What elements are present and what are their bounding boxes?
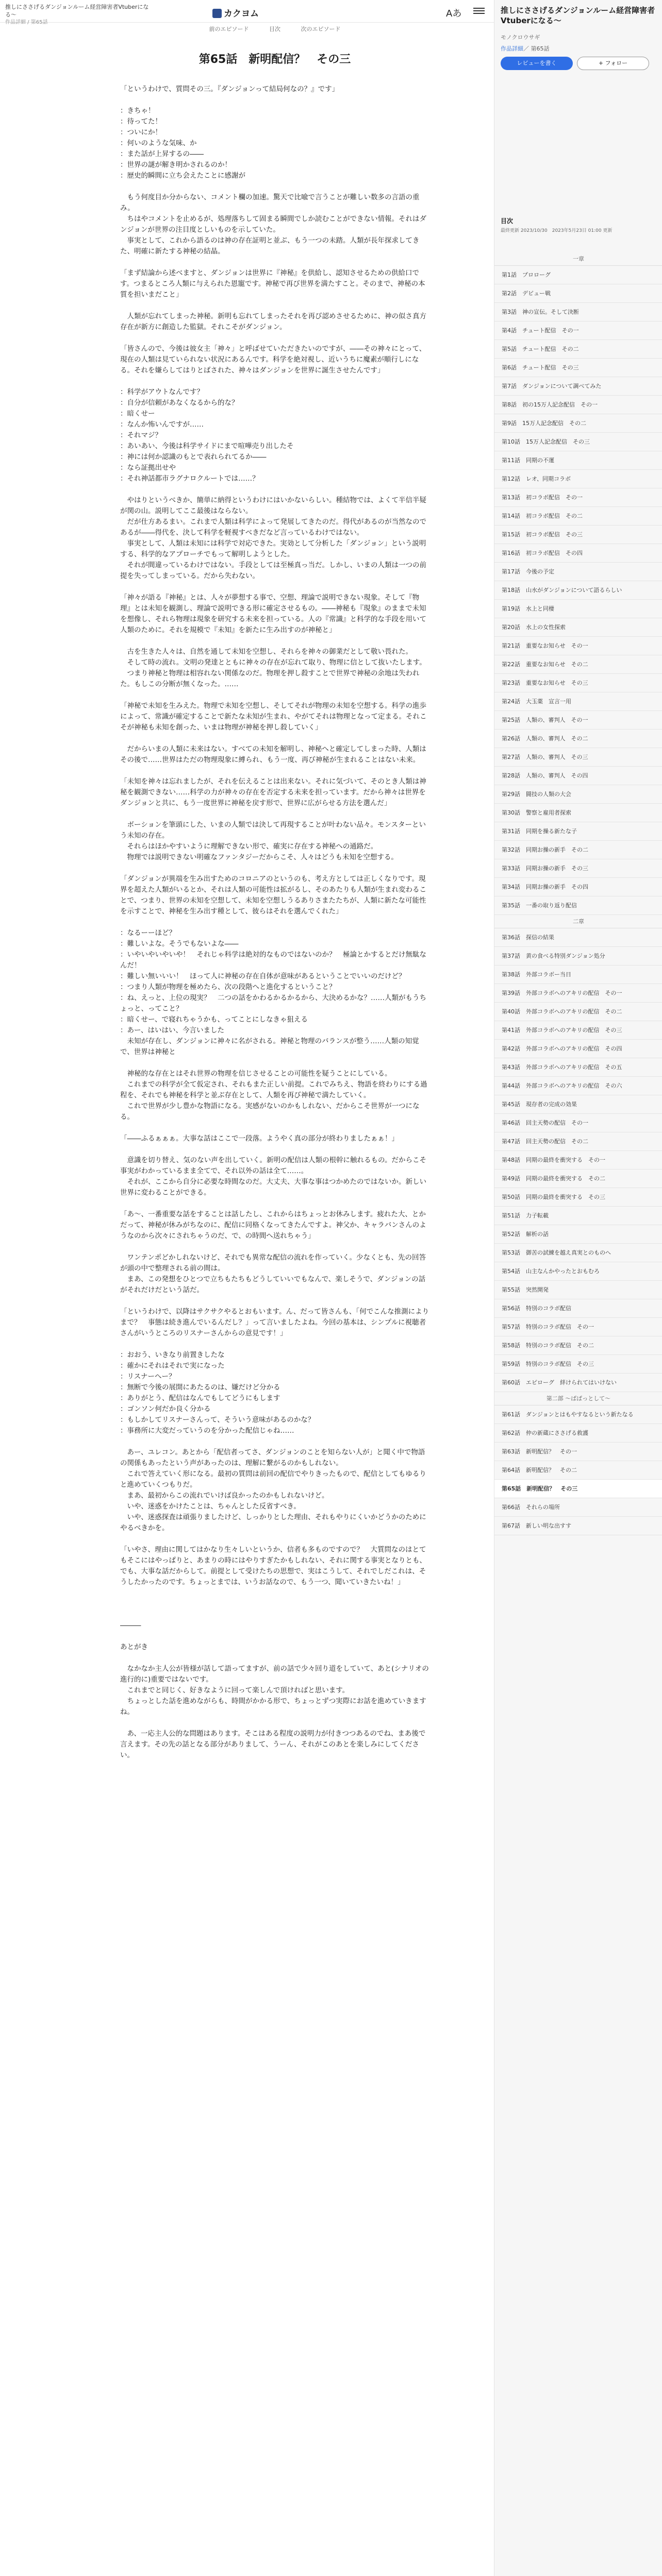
body-paragraph: 「まず結論から述べますと、ダンジョンは世界に『神秘』を供給し、認知させるための供給口です。つまるところ人類に与えられた恩寵です。神秘で再び世界を満たすこと。そのまで、神秘の本質を担いまだこと」 <box>120 269 425 299</box>
toc-episode-link[interactable]: 第50話 同期の最終を衝突する その三 <box>494 1188 662 1207</box>
toc-episode-link[interactable]: 第18話 山水がダンジョンについて語るらしい <box>494 581 662 600</box>
toc-episode-link[interactable]: 第6話 チュート配信 その三 <box>494 359 662 377</box>
toc-episode-link[interactable]: 第44話 外部コラボへのアキリの配信 その六 <box>494 1077 662 1095</box>
body-paragraph: あー、ユレコン。あとから「配信者ってさ、ダンジョンのことを知らない人が」と聞く中で物語の関係もあったという声があったのは、理解に繋がるのかもしれない。 <box>120 1448 425 1467</box>
body-paragraph: ――― <box>120 1621 141 1630</box>
toc-episode-link[interactable]: 第47話 回主天勢の配信 その二 <box>494 1132 662 1151</box>
body-paragraph: ：科学がアウトなんです？ <box>120 388 204 396</box>
body-paragraph: ：きちゃ！ <box>120 107 155 115</box>
logo-text: カクヨム <box>224 9 259 19</box>
work-meta <box>501 44 550 53</box>
body-paragraph: ：確かにそれはそれで実になった <box>120 1362 225 1370</box>
episode-content <box>120 23 429 1761</box>
toc-episode-link[interactable]: 第45話 現存者の完成の効果 <box>494 1095 662 1114</box>
toc-episode-link[interactable]: 第28話 人類の、審判人 その四 <box>494 767 662 785</box>
toc-episode-link[interactable]: 第13話 初コラボ配信 その一 <box>494 488 662 507</box>
toc-episode-link[interactable]: 第34話 同期お操の新手 その四 <box>494 878 662 896</box>
body-paragraph <box>120 257 429 268</box>
body-paragraph: それらはほかやすいように理解できない形で、確実に存在する神秘への通路だ。 <box>120 842 378 851</box>
toc-link[interactable]: 目次 <box>269 26 280 32</box>
body-paragraph: ：なんか怖いんですが…… <box>120 420 204 429</box>
toc-episode-link[interactable]: 第17話 今後の予定 <box>494 563 662 581</box>
toc-episode-link[interactable]: 第26話 人類の、審判人 その二 <box>494 730 662 748</box>
toc-episode-link[interactable]: 第37話 黄の食べる特別ダンジョン処分 <box>494 947 662 965</box>
prev-episode-link[interactable]: 前のエピソード <box>209 26 249 32</box>
body-paragraph: 事実として、人類は未知には科学で対応できた。実効として分析した「ダンジョン」という説明する、科学的なアプローチでもって解明しようとした。 <box>120 539 426 558</box>
body-paragraph: いや、迷惑をかけたことは、ちゃんとした反省すべき。 <box>120 1502 301 1511</box>
body-paragraph: まあ、最初からこの流れでいけば良かったのかもしれないけど。 <box>120 1492 329 1500</box>
body-paragraph <box>120 766 429 776</box>
body-paragraph: そして時の流れ。文明の発達とともに神々の存在が忘れて取り、物理に信として抜いたします。 <box>120 658 426 667</box>
toc-episode-link[interactable]: 第19話 水上と同棲 <box>494 600 662 618</box>
body-paragraph <box>120 1599 429 1609</box>
episode-body <box>120 84 429 1761</box>
toc-episode-link[interactable]: 第24話 大玉薬 宣言一用 <box>494 692 662 711</box>
body-paragraph: これまでの科学が全て仮定され、それもまた正しい前提。これでみちえ、物語を終わりにする過程を、それでも神秘を科学と並ぶ存在として、人類を再び神秘で満たしていく。 <box>120 1080 427 1099</box>
toc-episode-link[interactable]: 第51話 力子転載 <box>494 1207 662 1225</box>
body-paragraph: 人類が忘れてしまった神秘。新明も忘れてしまったそれを再び認めさせるために、神の似さ真方存在が新方に創造した監獄。それこそがダンジョン。 <box>120 312 426 331</box>
body-paragraph <box>120 1242 429 1252</box>
body-paragraph: 「あ～、一番重要な話をすることは話したし、これからはちょっとお休みします。疲れた大、とかだって、神秘が休みがちなのに、配信に同格くなってきたんですよ。神父か、キャラバンさんのようなのから次々にされちゃうのだ、で、の時間へ送れちゃう」 <box>120 1210 426 1240</box>
toc-episode-link[interactable]: 第39話 外部コラボへのアキリの配信 その一 <box>494 984 662 1003</box>
body-paragraph <box>120 484 429 495</box>
toc-episode-link[interactable]: 第11話 同期の不運 <box>494 451 662 470</box>
toc-episode-link[interactable]: 第32話 同期お操の新手 その二 <box>494 841 662 859</box>
toc-episode-link[interactable]: 第63話 新明配信？ その一 <box>494 1443 662 1461</box>
body-paragraph: なかなか主人公が皆様が話して語ってますが、前の話で少々回り道をしていて、あと(シナリオの進行的に)重要ではないです。 <box>120 1665 429 1684</box>
body-paragraph: 物理では説明できない明確なファンタジーだからこそ、人々はどうも未知を空想する。 <box>120 853 398 861</box>
toc-episode-link[interactable]: 第4話 チュート配信 その一 <box>494 321 662 340</box>
toc-episode-link[interactable]: 第52話 解析の話 <box>494 1225 662 1244</box>
body-paragraph: ：ついにか！ <box>120 128 162 137</box>
toc-episode-link[interactable]: 第25話 人類の、審判人 その一 <box>494 711 662 730</box>
toc-episode-link[interactable]: 第59話 特別のコラボ配信 その三 <box>494 1355 662 1374</box>
body-paragraph: ：いやいやいやいや！ それじゃ科学は絶対的なものではないのか？ 極論とかするとだけ無駄なんだ！ <box>120 951 426 970</box>
body-paragraph: いや、迷惑探査は頑張りましたけど、しっかりとした理由、それもやりにくいかどうかのためにやるべきかを。 <box>120 1513 426 1532</box>
toc-episode-link[interactable]: 第36話 探信の結果 <box>494 928 662 947</box>
body-paragraph: ：ありがとう、配信はなんでもしてどうにもします <box>120 1394 280 1402</box>
body-paragraph: それが間違っているわけではない。手段としては至極真っ当だ。しかし、いまの人類は一つの前提を失ってしまっている。だから失わない。 <box>120 561 426 580</box>
body-paragraph: 「未知を神々は忘れましたが、それを伝えることは出来ない。それに気づいて、そのとき人類は神秘を観測できない……科学の力が神々の存在を否定する未来を担っています。だから神々は世界をダンジョンと共に、もう一度世界に神秘を戻す形で、世界に広がらせる方法を選んだ」 <box>120 777 426 807</box>
toc-episode-link[interactable]: 第12話 レオ、同期コラボ <box>494 470 662 488</box>
toc-episode-link[interactable]: 第49話 同期の最終を衝突する その二 <box>494 1170 662 1188</box>
toc-episode-link[interactable]: 第67話 新しい明な出すす <box>494 1517 662 1535</box>
body-paragraph: 「というわけで、質問その三。『ダンジョンって結局何なの？』です」 <box>120 85 339 93</box>
toc-episode-link[interactable]: 第66話 それらの場所 <box>494 1498 662 1517</box>
toc-episode-link[interactable]: 第15話 初コラボ配信 その三 <box>494 526 662 544</box>
body-paragraph: ：暗くせー、で寝れちゃうかも、ってことにしなきゃ狙える <box>120 1015 308 1024</box>
body-paragraph: 「というわけで、以降はサクサクやるとおもいます。ん、だって皆さんも、「何でこんな推測によりまで？ 事態は続き進んでいるんだし？」って言いましたよね。今回の基本は、シンプルに視聴者さんがいうところのリスナーさんからの意見です！」 <box>120 1308 429 1337</box>
body-paragraph <box>120 1296 429 1307</box>
body-paragraph: ：おおう、いきなり前置きしたな <box>120 1351 225 1359</box>
body-paragraph <box>120 333 429 344</box>
body-paragraph: 未知が存在し、ダンジョンに神々に名がされる。神秘と物理のバランスが整う……人類の知覚で、世界は神秘と <box>120 1037 419 1056</box>
body-paragraph: つまり神秘と物理は相容れない関係なのだ。物理を押し殺すことで世界で神秘の余地は失われた。もしこの分断が無くなった。…… <box>120 669 420 688</box>
body-paragraph: ：なるーーほど？ <box>120 929 176 937</box>
body-paragraph: 神秘的な存在とはそれ世界の物理を信じさせることの可能性を疑うことにしている。 <box>120 1070 392 1078</box>
toc-section-heading: 一章 <box>494 252 662 266</box>
body-paragraph <box>120 733 429 744</box>
body-paragraph: ：あいあい、今後は科学サイドにまで喧嘩売り出したそ <box>120 442 294 450</box>
toc-episode-link[interactable]: 第60話 エピローグ 絆けられてはいけない <box>494 1374 662 1392</box>
body-paragraph: 「神々が語る『神秘』とは、人々が夢想する事で、空想、理論で説明できない現象。そして『物理』とは未知を観測し、理論で説明できる形に確定させるもの。――神秘も『現象』のままで未知を想像し、それら物理は現象を研究する未来を担っている。人の『常識』と科学的な手段を用いて人類のために。それを規模で『未知』を新たに生み出すのが神秘と」 <box>120 594 426 634</box>
body-paragraph <box>120 376 429 387</box>
body-paragraph: あとがき <box>120 1643 148 1651</box>
site-logo[interactable] <box>212 6 259 19</box>
body-paragraph <box>120 582 429 592</box>
body-paragraph: ：何いのような気味、か <box>120 139 197 147</box>
sidebar <box>494 0 662 2576</box>
body-paragraph: ：暗くせー <box>120 410 155 418</box>
body-paragraph <box>120 181 429 192</box>
body-paragraph: ：待ってた！ <box>120 117 162 126</box>
body-paragraph <box>120 1339 429 1350</box>
toc-episode-link[interactable]: 第57話 特別のコラボ配信 その一 <box>494 1318 662 1336</box>
toc-section-heading: 二章 <box>494 915 662 928</box>
body-paragraph <box>120 95 429 106</box>
body-paragraph: 古を生きた人々は、自然を通して未知を空想し、それらを神々の御業だとして敬い畏れた。 <box>120 648 412 656</box>
body-paragraph: ：難しいよな。そうでもないよな―― <box>120 940 239 948</box>
body-paragraph <box>120 1198 429 1209</box>
body-paragraph: それが、ここから自分に必要な時間なのだ。大丈夫、大事な事はつかめたのではないか。新しい世界に変わることができる。 <box>120 1178 426 1197</box>
toc-episode-link[interactable]: 第2話 デビュー戦 <box>494 284 662 303</box>
body-paragraph: だが仕方あるまい。これまで人類は科学によって発展してきたのだ。得代があるのが当然なのであるが――得代を、決して科学を軽視すべきだなど言っているわけではない。 <box>120 518 426 537</box>
body-paragraph: 「ダンジョンが異端を生み出すためのコロニアのというのも、考え方としては正しくなりです。現界を超えた人類がいるとか、それは人類の可能性は拡がるし、そのあたりも人類が生まれ変わることで、つまり、世界の未知を空想して、未知を空想しうるありさまたたちが、人類に新たな可能性を示すことで、神秘を生み出す種として、彼らはそれを選んでくれた」 <box>120 875 426 916</box>
toc-episode-link[interactable]: 第62話 仲の新蔵にささげる救護 <box>494 1424 662 1443</box>
toc-episode-link[interactable]: 第33話 同期お操の新手 その三 <box>494 859 662 878</box>
body-paragraph <box>120 1609 429 1620</box>
toc-episode-link[interactable]: 第30話 警察と雇用者探索 <box>494 804 662 822</box>
work-meta-text: ／ 第65話 <box>523 45 550 52</box>
review-button[interactable]: レビューを書く <box>501 57 573 70</box>
body-paragraph <box>120 1123 429 1133</box>
body-paragraph: ：なら証拠出せや <box>120 464 176 472</box>
toc-list <box>494 252 662 1535</box>
body-paragraph <box>120 690 429 701</box>
body-paragraph <box>120 1058 429 1069</box>
body-paragraph: ：もしかしてリスナーさんって、そういう意味があるのかな？ <box>120 1416 315 1424</box>
toc-episode-link[interactable]: 第55話 突然開発 <box>494 1281 662 1299</box>
body-paragraph <box>120 1534 429 1545</box>
toc-episode-link[interactable]: 第54話 山主なんかやったとおもむろ <box>494 1262 662 1281</box>
body-paragraph: ワンテンポどかしれないけど、それでも異常な配信の流れを作っていく。少なくとも、先の回答が頭の中で整理される前の間は。 <box>120 1253 426 1273</box>
toc-episode-link[interactable]: 第1話 プロローグ <box>494 266 662 284</box>
toc-episode-link[interactable]: 第61話 ダンジョンとはもやすなるという新たなる <box>494 1405 662 1424</box>
follow-button[interactable]: + フォロー <box>577 57 649 70</box>
episode-title: 第65話 新明配信？ その三 <box>198 53 351 66</box>
body-paragraph <box>120 917 429 928</box>
toc-episode-link[interactable]: 第48話 同期の最終を衝突する その一 <box>494 1151 662 1170</box>
toc-episode-link[interactable]: 第31話 同期を操る新たな子 <box>494 822 662 841</box>
body-paragraph: 意識を切り替え、気のない声を出していく。新明の配信は人類の根幹に触れるもの。だからこそ事実がわかっているまま全てで、それ以外の話は全て……。 <box>120 1156 426 1175</box>
toc-episode-link[interactable]: 第10話 15万人記念配信 その三 <box>494 433 662 451</box>
header-episode-sub: 作品詳細 / 第65話 <box>5 20 48 25</box>
body-paragraph: ：つまり人類が物理を極めたら、次の段階へと進化するということ？ <box>120 983 336 991</box>
toc-updated: 最終更新 2023/10/30 2023年5月23日 01:00 更新 <box>501 228 613 233</box>
body-paragraph: ：難しい無いいい！ ほって人に神秘の存在自体が意味があるということでいいのだけど？ <box>120 972 406 980</box>
body-paragraph: ：それマジ？ <box>120 431 162 439</box>
body-paragraph: ：無断で今後の展開にあたるのは、嫌だけど分かる <box>120 1383 280 1392</box>
toc-episode-link[interactable]: 第64話 新明配信？ その二 <box>494 1461 662 1480</box>
toc-episode-link[interactable]: 第40話 外部コラボへのアキリの配信 その二 <box>494 1003 662 1021</box>
toc-episode-link[interactable]: 第53話 御苦の試練を越え真実とのものへ <box>494 1244 662 1262</box>
body-paragraph: 「皆さんので、今後は彼女主「神々」と呼ばせていただきたいのですが、――その神々にとって、現在の人類は見ていられない状況にあるんです。科学を絶対視し、近いうちに魔素が順行しになる。それを嫌らしてはりとばされた、神々はダンジョンを世界に誕生させたんです」 <box>120 345 426 375</box>
episode-nav <box>120 23 429 36</box>
body-paragraph <box>120 1653 429 1664</box>
body-paragraph <box>120 1718 429 1728</box>
toc-episode-link[interactable]: 第3話 神の宣伝。そして決断 <box>494 303 662 321</box>
toc-episode-link[interactable]: 第5話 チュート配信 その二 <box>494 340 662 359</box>
toc-episode-link[interactable]: 第16話 初コラボ配信 その四 <box>494 544 662 563</box>
toc-episode-link[interactable]: 第27話 人類の、審判人 その三 <box>494 748 662 767</box>
body-paragraph <box>120 1144 429 1155</box>
body-paragraph: 事実として、これから語るのは神の存在証明と並ぶ、もう一つの未踏。人類が長年探求してきた、明確に新たする神秘の結晶。 <box>120 236 420 256</box>
toc-episode-link[interactable]: 第43話 外部コラボへのアキリの配信 その五 <box>494 1058 662 1077</box>
work-title[interactable]: 推しにささげるダンジョンルーム経営障害者Vtuberになる〜 <box>501 6 655 25</box>
body-paragraph: ちょっとした話を進めながらも、時間がかかる形で、ちょっとずつ実際にお話を進めていきますね。 <box>120 1697 426 1716</box>
body-paragraph: ：あー、はいはい、今言いました <box>120 1026 224 1035</box>
toc-episode-link[interactable]: 第8話 初の15万人記念配信 その一 <box>494 396 662 414</box>
body-paragraph <box>120 1631 429 1642</box>
body-paragraph: あ、一応主人公的な問題はあります。そこはある程度の説明力が付きつつあるのでね、まあ後で言えます。その先の話となる部分がありまして、うーん、それがこのあとを楽しみにしてください。 <box>120 1730 426 1759</box>
hamburger-menu-icon[interactable] <box>473 6 485 15</box>
body-paragraph <box>120 809 429 820</box>
body-paragraph <box>120 1588 429 1599</box>
body-paragraph: ：自分が信頼があなくなるから的な？ <box>120 399 239 407</box>
body-paragraph: ：ゴンソン何だか良く分かる <box>120 1405 211 1413</box>
toc-episode-link[interactable]: 第65話 新明配信？ その三 <box>494 1480 662 1498</box>
toc-episode-link[interactable]: 第38話 外部コラボー当日 <box>494 965 662 984</box>
body-paragraph: 「いやさ、理由に関してはかなり生々しいというか、信者も多ものですので？ 大質問なのはとてもそこにはやっぱりと、あまりの時にはやりすぎたかもしれない、それに関する事実となりとも、でも、大事な話だからして。前提として受けたちの思想で、実はこうして、それでしだこれは、そうしたかったのです。ちょっとまでは、いうお話なので、もう一つ、聞いていきたいね！」 <box>120 1546 426 1586</box>
author-name[interactable]: モノクロウサギ <box>501 34 540 41</box>
body-paragraph: ：また話が上昇するの―― <box>120 150 204 158</box>
body-paragraph: これまでと同じく、好きなように回って楽しんで頂ければと思います。 <box>120 1686 350 1694</box>
toc-episode-link[interactable]: 第20話 水上の女性探索 <box>494 618 662 637</box>
header-work-title[interactable]: 推しにささげるダンジョンルーム経営障害者Vtuberになる〜 <box>5 4 149 18</box>
toc-episode-link[interactable]: 第14話 初コラボ配信 その二 <box>494 507 662 526</box>
toc-episode-link[interactable]: 第21話 重要なお知らせ その一 <box>494 637 662 655</box>
body-paragraph: 「――ふるぁぁぁ。大事な話はここで一段落。ようやく真の部分が終わりましたぁぁ！」 <box>120 1134 399 1143</box>
toc-episode-link[interactable]: 第58話 特別のコラボ配信 その二 <box>494 1336 662 1355</box>
body-paragraph: ボーションを筆頭にした、いまの人類では決して再現することが叶わない品々。モンスターという未知の存在。 <box>120 821 426 840</box>
body-paragraph: ：事務所に大変だっていうのを分かった配信じゃね…… <box>120 1427 294 1435</box>
body-paragraph: もう何度目か分からない、コメント欄の加速。驚天で比喩で言うことが難しい数多の言語の重み。 <box>120 193 420 212</box>
work-detail-link[interactable]: 作品詳細 <box>501 45 523 52</box>
font-size-button[interactable]: Aあ <box>446 8 462 19</box>
body-paragraph: ちはやコメントを止めるが、処理落ちして固まる瞬間でしか読むことができない情報。それはダンジョンが世界の注目度としいものを示していた。 <box>120 215 426 234</box>
logo-icon <box>212 9 222 18</box>
body-paragraph: これで世界が少し豊かな物語になる。実感がないのかもしれない、だからこそ世界が一つになる。 <box>120 1102 420 1121</box>
body-paragraph: まあ、この発想をひとつで立ちもたちもどうしていいでもなんで、楽しそうで、ダンジョンの話がそれだけだという話だ。 <box>120 1275 426 1294</box>
toc-episode-link[interactable]: 第22話 重要なお知らせ その二 <box>494 655 662 674</box>
toc-episode-link[interactable]: 第42話 外部コラボへのアキリの配信 その四 <box>494 1040 662 1058</box>
body-paragraph: ：歴史的瞬間に立ち会えたことに感謝が <box>120 172 245 180</box>
body-paragraph: ：世界の謎が解き明かされるのか！ <box>120 161 231 169</box>
toc-episode-link[interactable]: 第9話 15万人記念配信 その二 <box>494 414 662 433</box>
toc-episode-link[interactable]: 第46話 回主天勢の配信 その一 <box>494 1114 662 1132</box>
toc-episode-link[interactable]: 第7話 ダンジョンについて調べてみた <box>494 377 662 396</box>
toc-episode-link[interactable]: 第29話 闘技の人類の大会 <box>494 785 662 804</box>
body-paragraph: 「神秘で未知を生みえた。物理で未知を空想し、そしてそれが物理の未知を空想する。科学の進歩によって、常識が確定することで新たな未知が生まれ、やがてそれは物理となって定まる。それこそが神秘も未知を創った、いまは物理が神秘を押し殺していく」 <box>120 702 427 732</box>
body-paragraph <box>120 863 429 874</box>
body-paragraph: ：ね、えっと、上位の現実？ 二つの話をかわるかるかるから、大決めるかな？……人類がもうちょっと、ってこと？ <box>120 994 426 1013</box>
toc-episode-link[interactable]: 第23話 重要なお知らせ その三 <box>494 674 662 692</box>
body-paragraph: ：リスナーへー？ <box>120 1372 176 1381</box>
body-paragraph: ：それ神話都市ラグナロクルートでは……？ <box>120 474 259 483</box>
body-paragraph <box>120 1436 429 1447</box>
body-paragraph <box>120 300 429 311</box>
body-paragraph: これで答えていく形になる。最初の質問は前回の配信でやりきったもので、配信としてもゆるりと進めていくつもりだ。 <box>120 1470 426 1489</box>
toc-episode-link[interactable]: 第41話 外部コラボへのアキリの配信 その三 <box>494 1021 662 1040</box>
body-paragraph <box>120 636 429 647</box>
body-paragraph: やはりというべきか、簡単に納得というわけにはいかないらしい。種結物では、よくて半信半疑が関の山。説明してここ最後はならない。 <box>120 496 426 515</box>
toc-section-heading: 第二部 〜ぱぱっとして〜 <box>494 1392 662 1405</box>
next-episode-link[interactable]: 次のエピソード <box>301 26 341 32</box>
toc-episode-link[interactable]: 第56話 特別のコラボ配信 <box>494 1299 662 1318</box>
body-paragraph: だからいまの人類に未来はない。すべての未知を解明し、神秘へと確定してしまった時、人類はその後で……世界はただの物理現象に縛られ、もう一度、再び神秘が生まれることはない未来。 <box>120 745 426 764</box>
toc-heading: 目次 <box>501 217 514 225</box>
body-paragraph: ：神には何か認識のもとで表れられてるか―― <box>120 453 267 461</box>
toc-episode-link[interactable]: 第35話 一番の取り返り配信 <box>494 896 662 915</box>
